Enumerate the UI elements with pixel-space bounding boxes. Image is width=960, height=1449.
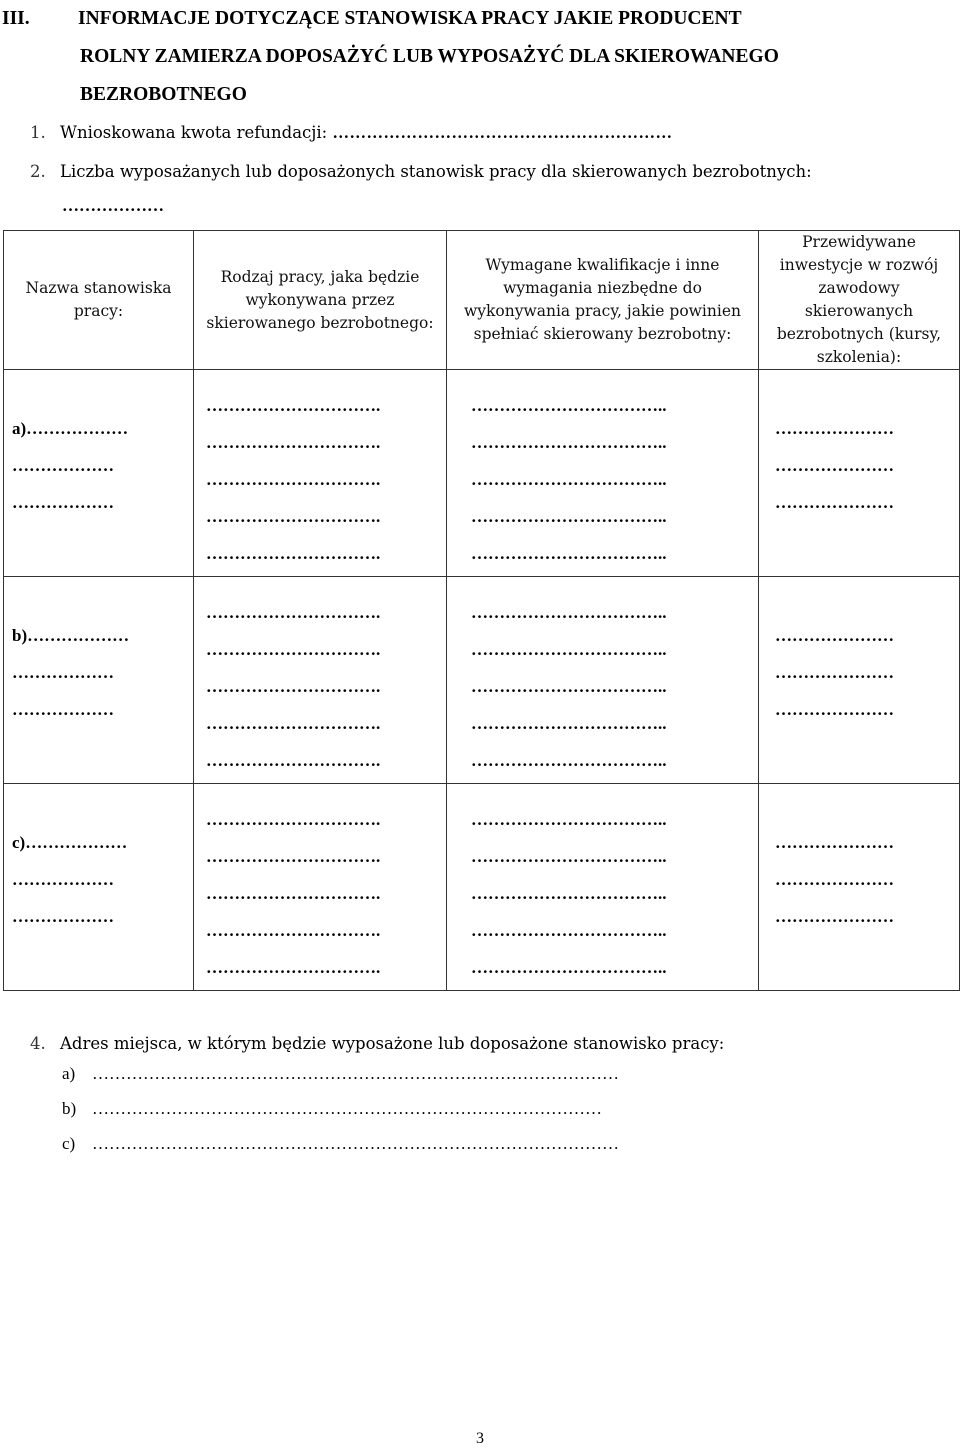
address-line-a[interactable] (30, 1056, 724, 1091)
fill-line[interactable]: ……………… (12, 456, 114, 475)
address-question-number: 4. (30, 1034, 46, 1053)
question-2-text: Liczba wyposażanych lub doposażonych stanowisk pracy dla skierowanych bezrobotnych: (60, 162, 812, 181)
fill-line[interactable]: ………………… (775, 626, 894, 645)
question-2 (30, 160, 812, 184)
address-question-text: Adres miejsca, w którym będzie wyposażone lub doposażone stanowisko pracy: (60, 1034, 725, 1053)
fill-line[interactable]: …………………………….. (471, 544, 667, 563)
row-label: c) (12, 833, 26, 852)
fill-line[interactable]: ………………… (775, 907, 894, 926)
question-1 (30, 121, 672, 145)
fill-line[interactable]: …………………………. (206, 396, 381, 415)
page-number: 3 (476, 1430, 484, 1447)
investments-cell[interactable] (759, 577, 960, 784)
fill-line[interactable]: …………………………….. (471, 714, 667, 733)
fill-line[interactable]: …………………………….. (471, 603, 667, 622)
section-title-line-1: INFORMACJE DOTYCZĄCE STANOWISKA PRACY JAKIE PRODUCENT (78, 8, 742, 29)
fill-line[interactable]: ……………… (12, 663, 114, 682)
address-fill-field[interactable]: ………………………………………………………………………………… (92, 1064, 619, 1083)
fill-line[interactable]: ………………… (775, 493, 894, 512)
table-row (4, 370, 960, 577)
question-1-answer-field[interactable]: …………………………………………………… (332, 123, 673, 142)
table-row (4, 784, 960, 991)
fill-line[interactable]: …………………………….. (471, 396, 667, 415)
fill-line[interactable]: …………………………….. (471, 433, 667, 452)
address-question (30, 1032, 724, 1056)
fill-line[interactable]: …………………………. (206, 544, 381, 563)
address-line-label: a) (62, 1064, 76, 1083)
header-position-name: Nazwa stanowiska pracy: (4, 231, 194, 370)
section-title-line-3: BEZROBOTNEGO (80, 84, 247, 105)
header-qualifications: Wymagane kwalifikacje i inne wymagania niezbędne do wykonywania pracy, jakie powinien spełniać skierowany bezrobotny: (447, 231, 759, 370)
fill-line[interactable]: ……………… (12, 870, 114, 889)
work-type-cell[interactable] (194, 577, 447, 784)
qualifications-cell[interactable] (447, 577, 759, 784)
qualifications-cell[interactable] (447, 370, 759, 577)
table-row (4, 577, 960, 784)
fill-line[interactable]: ……………… (27, 626, 130, 645)
positions-table (3, 230, 960, 991)
fill-line[interactable]: …………………………. (206, 884, 381, 903)
position-name-cell[interactable] (4, 370, 194, 577)
fill-line[interactable]: ……………… (12, 907, 114, 926)
row-label: a) (12, 419, 27, 438)
fill-line[interactable]: ………………… (775, 833, 894, 852)
fill-line[interactable]: ………………… (775, 700, 894, 719)
fill-line[interactable]: …………………………. (206, 714, 381, 733)
fill-line[interactable]: …………………………….. (471, 847, 667, 866)
question-2-number: 2. (30, 162, 46, 181)
fill-line[interactable]: …………………………….. (471, 640, 667, 659)
position-name-cell[interactable] (4, 577, 194, 784)
question-2-answer-field[interactable]: ……………… (62, 196, 164, 215)
address-fill-field[interactable]: ………………………………………………………………………………… (92, 1134, 619, 1153)
fill-line[interactable]: …………………………….. (471, 921, 667, 940)
question-1-text: Wnioskowana kwota refundacji: (60, 123, 333, 142)
address-line-c[interactable] (30, 1126, 724, 1161)
address-section (30, 1032, 724, 1161)
fill-line[interactable]: …………………………….. (471, 751, 667, 770)
fill-line[interactable]: …………………………….. (471, 884, 667, 903)
fill-line[interactable]: …………………………. (206, 958, 381, 977)
address-line-b[interactable] (30, 1091, 724, 1126)
fill-line[interactable]: …………………………. (206, 640, 381, 659)
header-investments: Przewidywane inwestycje w rozwój zawodowy skierowanych bezrobotnych (kursy, szkolenia): (759, 231, 960, 370)
fill-line[interactable]: ………………… (775, 419, 894, 438)
fill-line[interactable]: ……………… (26, 419, 129, 438)
investments-cell[interactable] (759, 784, 960, 991)
row-label: b) (12, 626, 28, 645)
fill-line[interactable]: ………………… (775, 456, 894, 475)
fill-line[interactable]: ……………… (12, 493, 114, 512)
fill-line[interactable]: …………………………. (206, 810, 381, 829)
section-title-line-2: ROLNY ZAMIERZA DOPOSAŻYĆ LUB WYPOSAŻYĆ DLA SKIEROWANEGO (80, 46, 779, 67)
fill-line[interactable]: …………………………….. (471, 507, 667, 526)
fill-line[interactable]: …………………………. (206, 507, 381, 526)
fill-line[interactable]: …………………………. (206, 603, 381, 622)
fill-line[interactable]: ………………… (775, 870, 894, 889)
section-number: III. (2, 8, 30, 29)
fill-line[interactable]: …………………………. (206, 751, 381, 770)
position-name-cell[interactable] (4, 784, 194, 991)
qualifications-cell[interactable] (447, 784, 759, 991)
fill-line[interactable]: ……………… (25, 833, 128, 852)
address-line-label: b) (62, 1099, 77, 1118)
fill-line[interactable]: …………………………….. (471, 810, 667, 829)
address-line-label: c) (62, 1134, 76, 1153)
fill-line[interactable]: …………………………. (206, 433, 381, 452)
question-1-number: 1. (30, 123, 46, 142)
section-heading (2, 0, 932, 114)
fill-line[interactable]: …………………………….. (471, 958, 667, 977)
work-type-cell[interactable] (194, 370, 447, 577)
table-header-row (4, 231, 960, 370)
fill-line[interactable]: …………………………. (206, 847, 381, 866)
fill-line[interactable]: …………………………. (206, 677, 381, 696)
header-work-type: Rodzaj pracy, jaka będzie wykonywana przez skierowanego bezrobotnego: (194, 231, 447, 370)
address-fill-field[interactable]: ……………………………………………………………………………… (92, 1099, 602, 1118)
fill-line[interactable]: …………………………….. (471, 470, 667, 489)
work-type-cell[interactable] (194, 784, 447, 991)
fill-line[interactable]: ……………… (12, 700, 114, 719)
fill-line[interactable]: ………………… (775, 663, 894, 682)
fill-line[interactable]: …………………………. (206, 921, 381, 940)
fill-line[interactable]: …………………………. (206, 470, 381, 489)
investments-cell[interactable] (759, 370, 960, 577)
fill-line[interactable]: …………………………….. (471, 677, 667, 696)
